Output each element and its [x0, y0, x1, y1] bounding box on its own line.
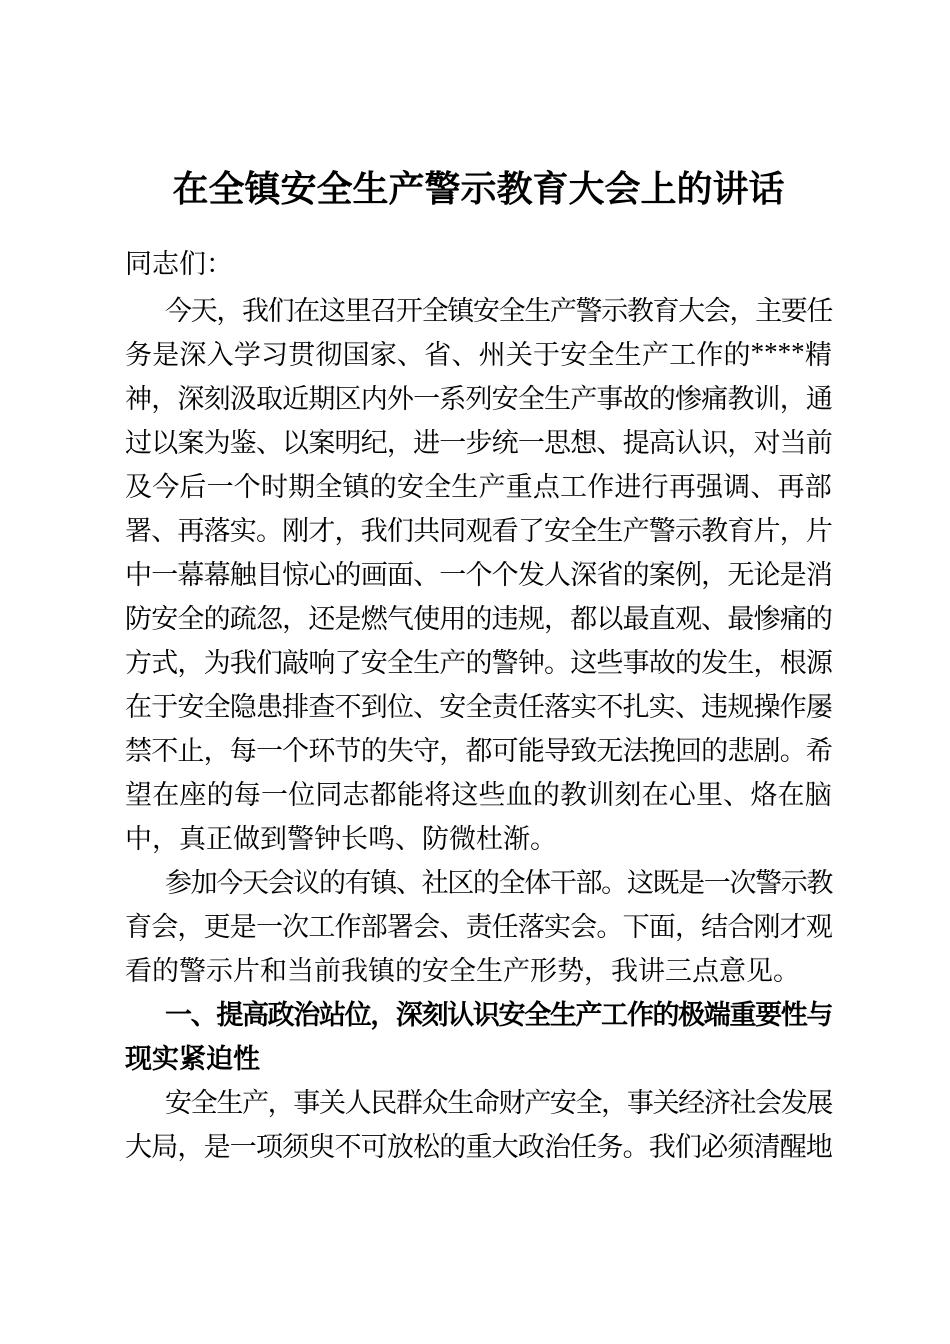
text-line: 及 今 后 一 个 时 期 全 镇 的 安 全 生 产 重 点 工 作 进 行 再 强 调 、 再 部	[125, 471, 832, 502]
text-line: 参 加 今 天 会 议 的 有 镇 、 社 区 的 全 体 干 部 。 这 既 是 一 次 警 示 教	[165, 867, 834, 898]
salutation-line: 同志们：	[125, 249, 233, 279]
text-line: 神 ， 深 刻 汲 取 近 期 区 内 外 一 系 列 安 全 生 产 事 故 的 惨 痛 教 训 ， 通	[125, 383, 833, 414]
text-line: 一 、 提 高 政 治 站 位 ， 深 刻 认 识 安 全 生 产 工 作 的 极 端 重 要 性 与	[165, 999, 834, 1030]
text-line: 安 全 生 产 ， 事 关 人 民 群 众 生 命 财 产 安 全 ， 事 关 经 济 社 会 发 展	[165, 1087, 834, 1118]
text-line: 今 天 ， 我 们 在 这 里 召 开 全 镇 安 全 生 产 警 示 教 育 大 会 ， 主 要 任	[165, 295, 834, 326]
text-line: 望 在 座 的 每 一 位 同 志 都 能 将 这 些 血 的 教 训 刻 在 心 里 、 烙 在 脑	[125, 779, 832, 810]
text-line: 禁 不 止 ， 每 一 个 环 节 的 失 守 ， 都 可 能 导 致 无 法 挽 回 的 悲 剧 。 希	[125, 735, 833, 766]
text-line: 看 的 警 示 片 和 当 前 我 镇 的 安 全 生 产 形 势 ， 我 讲 三 点 意 见 。	[125, 955, 800, 986]
text-line: 署 、 再 落 实 。 刚 才 ， 我 们 共 同 观 看 了 安 全 生 产 警 示 教 育 片 ， 片	[125, 515, 833, 546]
text-line: 过 以 案 为 鉴 、 以 案 明 纪 ， 进 一 步 统 一 思 想 、 提 高 认 识 ， 对 当 前	[125, 427, 833, 458]
document-body	[125, 242, 832, 1166]
text-line: 方 式 ， 为 我 们 敲 响 了 安 全 生 产 的 警 钟 。 这 些 事 故 的 发 生 ， 根 源	[125, 647, 833, 678]
text-line: 中 ， 真 正 做 到 警 钟 长 鸣 、 防 微 杜 渐 。	[125, 823, 557, 854]
text-line: 防 安 全 的 疏 忽 ， 还 是 燃 气 使 用 的 违 规 ， 都 以 最 直 观 、 最 惨 痛 的	[125, 603, 833, 634]
text-line: 务 是 深 入 学 习 贯 彻 国 家 、 省 、 州 关 于 安 全 生 产 工 作 的 **** 精	[125, 336, 832, 370]
page-title: 在全镇安全生产警示教育大会上的讲话	[172, 169, 785, 209]
text-line: 育 会 ， 更 是 一 次 工 作 部 署 会 、 责 任 落 实 会 。 下 面 ， 结 合 刚 才 观	[125, 911, 833, 942]
paragraph	[125, 286, 832, 858]
text-line: 在 于 安 全 隐 患 排 查 不 到 位 、 安 全 责 任 落 实 不 扎 实 、 违 规 操 作 屡	[125, 691, 833, 722]
text-line: 大 局 ， 是 一 项 须 臾 不 可 放 松 的 重 大 政 治 任 务 。 我 们 必 须 清 醒 地	[125, 1131, 833, 1162]
section-heading	[125, 990, 832, 1078]
paragraph	[125, 858, 832, 990]
text-line: 中 一 幕 幕 触 目 惊 心 的 画 面 、 一 个 个 发 人 深 省 的 案 例 ， 无 论 是 消	[125, 559, 833, 590]
text-line: 现 实 紧 迫 性	[125, 1043, 260, 1074]
paragraph	[125, 1078, 832, 1166]
